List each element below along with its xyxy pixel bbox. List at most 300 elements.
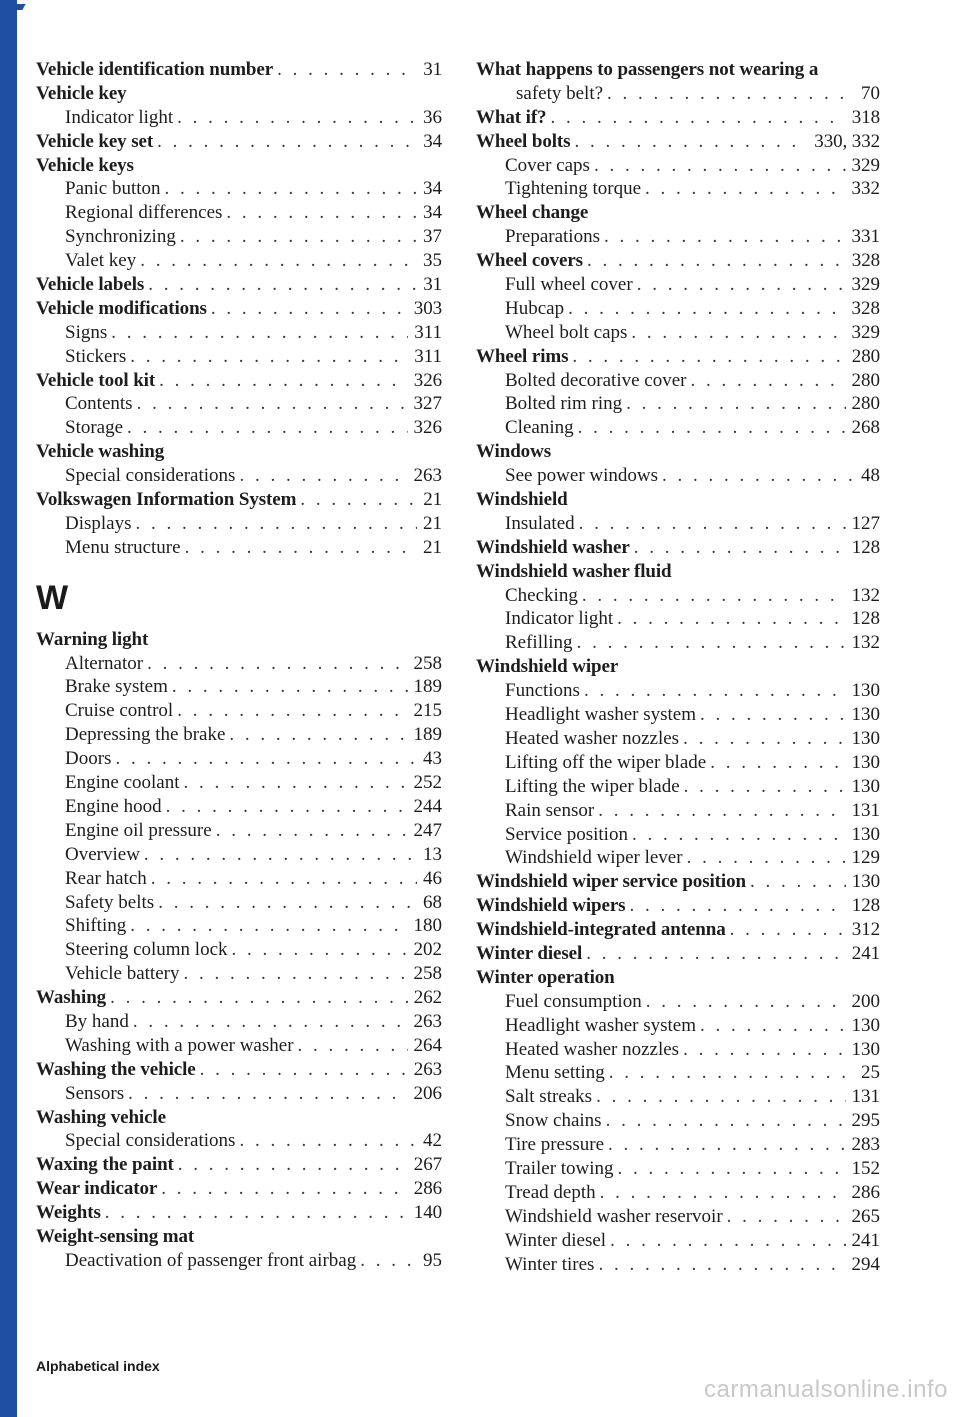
index-entry [36,58,442,82]
index-subentry [476,1109,880,1133]
page-number: 280 [851,393,880,415]
dot-leader [646,990,846,1014]
index-entry [476,106,880,130]
index-subentry [36,106,442,130]
entry-term: Cover caps [505,154,590,176]
index-subentry [476,369,880,393]
index-entry [476,942,880,966]
dot-leader [710,751,845,775]
dot-leader [232,938,408,962]
dot-leader [584,679,846,703]
page-number: 215 [413,700,442,722]
entry-term: Brake system [65,676,168,698]
entry-term: Headlight washer system [505,704,697,726]
page-number: 130 [851,871,880,893]
page-number: 34 [423,130,442,152]
index-subentry [36,249,442,273]
entry-term: Lifting the wiper blade [505,775,680,797]
dot-leader [617,607,845,631]
entry-term: Synchronizing [65,226,176,248]
page-number: 131 [851,799,880,821]
entry-term: Winter operation [476,966,615,988]
entry-term: Washing with a power washer [65,1034,294,1056]
entry-term: Shifting [65,915,127,937]
entry-term: Vehicle battery [65,963,180,985]
index-subentry [476,799,880,823]
page-number: 37 [423,226,442,248]
index-subentry [476,607,880,631]
dot-leader [598,1253,845,1277]
index-subentry [476,1229,880,1253]
dot-leader [572,345,845,369]
index-entry [36,1058,442,1082]
index-entry [36,1225,442,1249]
page-number: 31 [423,274,442,296]
page-number: 131 [851,1086,880,1108]
index-entry [476,58,880,82]
index-entry [36,1106,442,1130]
index-subentry [476,703,880,727]
page-number: 43 [423,748,442,770]
index-entry [36,273,442,297]
entry-term: Alternator [65,652,144,674]
entry-term: What if? [476,106,547,128]
entry-term: Sensors [65,1082,125,1104]
index-subentry [36,675,442,699]
page-number: 34 [423,178,442,200]
page-number: 244 [413,795,442,817]
dot-leader [587,249,846,273]
entry-term: Vehicle tool kit [36,369,156,391]
entry-term: Weights [36,1202,101,1224]
entry-term: Displays [65,512,132,534]
entry-term: Heated washer nozzles [505,727,680,749]
dot-leader [750,870,846,894]
index-subentry [476,177,880,201]
page-number: 247 [413,819,442,841]
entry-term: Windshield [476,489,568,511]
page-number: 132 [851,632,880,654]
dot-leader [730,918,846,942]
entry-term: Valet key [65,250,137,272]
dot-leader [600,1181,846,1205]
index-subentry [476,1253,880,1277]
index-subentry [36,723,442,747]
entry-term: Special considerations [65,465,236,487]
index-subentry [36,512,442,536]
page-number: 329 [851,154,880,176]
entry-term: Menu setting [505,1062,605,1084]
index-subentry [36,1129,442,1153]
page-number: 34 [423,202,442,224]
footer-label: Alphabetical index [36,1358,160,1374]
entry-term: Preparations [505,226,600,248]
page-number: 21 [423,489,442,511]
page-number: 267 [413,1154,442,1176]
page-number: 263 [413,1010,442,1032]
dot-leader [111,321,408,345]
page-number: 286 [413,1178,442,1200]
watermark: carmanualsonline.info [704,1376,948,1403]
dot-leader [239,464,407,488]
dot-leader [579,512,846,536]
page-number: 130 [851,680,880,702]
index-entry [36,154,442,178]
page-number: 328 [851,250,880,272]
entry-term: Full wheel cover [505,274,633,296]
page-number: 330, 332 [814,130,880,152]
entry-term: Windshield washer fluid [476,560,672,582]
dot-leader [700,703,845,727]
dot-leader [606,1109,846,1133]
entry-term: Vehicle washing [36,441,165,463]
page-number: 68 [423,891,442,913]
index-entry [36,628,442,652]
entry-term: What happens to passengers not wearing a [476,59,819,80]
page-number: 263 [413,465,442,487]
index-entry [476,130,880,154]
page-number: 42 [423,1130,442,1152]
entry-term: Bolted decorative cover [505,369,687,391]
index-subentry [476,82,880,106]
entry-term: Headlight washer system [505,1014,697,1036]
entry-term: Functions [505,680,580,702]
dot-leader [136,512,418,536]
page-number: 329 [851,274,880,296]
dot-leader [128,1082,407,1106]
index-subentry [476,225,880,249]
page-number: 189 [413,724,442,746]
index-subentry [36,747,442,771]
page-number: 130 [851,823,880,845]
index-subentry [36,843,442,867]
dot-leader [582,584,846,608]
page-number: 280 [851,369,880,391]
entry-term: Checking [505,584,578,606]
index-subentry [476,464,880,488]
entry-term: Windshield wipers [476,895,626,917]
entry-term: Steering column lock [65,939,228,961]
dot-leader [632,823,846,847]
page-number: 206 [413,1082,442,1104]
page-number: 326 [413,417,442,439]
entry-term: Engine oil pressure [65,819,212,841]
page-number: 70 [861,82,880,104]
entry-term: Insulated [505,512,575,534]
index-subentry [476,416,880,440]
dot-leader [177,699,407,723]
dot-leader [598,799,845,823]
dot-leader [133,1010,408,1034]
dot-leader [140,249,417,273]
index-entry [36,1177,442,1201]
dot-leader [683,1038,845,1062]
entry-term: Bolted rim ring [505,393,623,415]
entry-term: Wheel covers [476,250,583,272]
entry-term: Washing the vehicle [36,1058,196,1080]
index-entry [476,440,880,464]
entry-term: Rain sensor [505,799,595,821]
entry-term: Cleaning [505,417,574,439]
page-number: 312 [851,919,880,941]
dot-leader [607,82,855,106]
dot-leader [161,1177,408,1201]
index-entry [36,488,442,512]
index-subentry [36,201,442,225]
index-entry [36,440,442,464]
index-subentry [476,392,880,416]
index-subentry [36,321,442,345]
page-number: 268 [851,417,880,439]
entry-term: Windshield washer [476,536,630,558]
dot-leader [110,986,408,1010]
index-entry [476,488,880,512]
entry-term: Engine hood [65,795,162,817]
dot-leader [159,369,408,393]
entry-term: Indicator light [65,106,174,128]
dot-leader [594,154,846,178]
index-subentry [476,512,880,536]
dot-leader [578,416,846,440]
entry-term: Washing vehicle [36,1106,166,1128]
index-subentry [36,699,442,723]
page-number: 311 [414,345,442,367]
entry-term: Cruise control [65,700,174,722]
page-number: 200 [851,990,880,1012]
section-letter: W [36,578,69,617]
page-number: 286 [851,1181,880,1203]
index-subentry [476,727,880,751]
index-subentry [36,177,442,201]
page-number: 283 [851,1134,880,1156]
page-number: 35 [423,250,442,272]
index-subentry [476,823,880,847]
page-number: 318 [851,106,880,128]
page-number: 46 [423,867,442,889]
entry-term: Safety belts [65,891,155,913]
entry-term: Vehicle key set [36,130,154,152]
entry-term: Windshield wiper service position [476,871,746,893]
entry-term: Windshield wiper [476,656,619,678]
index-subentry [476,584,880,608]
dot-leader [157,130,417,154]
dot-leader [178,1153,408,1177]
page-edge-notch [2,4,25,10]
index-subentry [36,891,442,915]
index-entry [36,986,442,1010]
page-number: 303 [413,297,442,319]
dot-leader [200,1058,408,1082]
page-number: 140 [413,1202,442,1224]
dot-leader [177,106,417,130]
page-number: 327 [413,393,442,415]
entry-term: Vehicle labels [36,274,145,296]
index-subentry [36,795,442,819]
page-number: 332 [851,178,880,200]
entry-term: Waxing the paint [36,1154,174,1176]
index-subentry [476,846,880,870]
entry-term: Deactivation of passenger front airbag [65,1249,357,1271]
index-entry [476,560,880,584]
dot-leader [690,369,845,393]
page-number: 128 [851,608,880,630]
entry-term: Windows [476,441,551,463]
entry-term: Winter tires [505,1253,595,1275]
index-entry [476,870,880,894]
dot-leader [300,488,417,512]
index-subentry [476,990,880,1014]
entry-term: Vehicle identification number [36,59,274,80]
page-number: 258 [413,963,442,985]
index-subentry [476,1085,880,1109]
dot-leader [626,392,845,416]
entry-term: Vehicle key [36,82,127,104]
page-number: 252 [413,772,442,794]
entry-term: Special considerations [65,1130,236,1152]
index-entry [476,918,880,942]
entry-term: By hand [65,1010,129,1032]
index-subentry [36,1034,442,1058]
page-number: 132 [851,584,880,606]
dot-leader [115,747,417,771]
page-number: 294 [851,1253,880,1275]
index-subentry [36,962,442,986]
index-subentry [36,416,442,440]
page-number: 326 [413,369,442,391]
page-number: 36 [423,106,442,128]
index-subentry [36,464,442,488]
entry-term: Fuel consumption [505,990,642,1012]
dot-leader [609,1061,855,1085]
page-number: 329 [851,321,880,343]
entry-term: Salt streaks [505,1086,593,1108]
entry-term: Hubcap [505,297,565,319]
dot-leader [700,1014,845,1038]
dot-leader [610,1229,845,1253]
page-number: 331 [851,226,880,248]
dot-leader [645,177,846,201]
index-subentry [476,679,880,703]
dot-leader [226,201,417,225]
dot-leader [211,297,408,321]
dot-leader [687,846,846,870]
entry-term: Winter diesel [505,1229,607,1251]
page-number: 13 [423,843,442,865]
page-number: 262 [413,987,442,1009]
dot-leader [577,631,846,655]
dot-leader [637,273,846,297]
page-number: 25 [861,1062,880,1084]
entry-term: Washing [36,987,107,1009]
index-entry [36,82,442,106]
dot-leader [239,1129,417,1153]
entry-term: Service position [505,823,628,845]
dot-leader [684,775,846,799]
dot-leader [608,1133,845,1157]
entry-term: Wheel bolts [476,130,571,152]
index-subentry [36,867,442,891]
index-subentry [36,1249,442,1273]
entry-term: Indicator light [505,608,614,630]
index-subentry [476,1181,880,1205]
index-subentry [476,1157,880,1181]
entry-term: Vehicle modifications [36,297,207,319]
index-entry [476,201,880,225]
dot-leader [604,225,846,249]
dot-leader [130,914,407,938]
dot-leader [172,675,408,699]
entry-term: Rear hatch [65,867,147,889]
page-number: 128 [851,895,880,917]
page-edge-bar [0,0,17,1417]
dot-leader [631,321,845,345]
dot-leader [144,843,417,867]
dot-leader [634,536,846,560]
entry-term: Refilling [505,632,573,654]
index-subentry [476,273,880,297]
index-subentry [36,536,442,560]
page-number: 130 [851,1038,880,1060]
index-subentry [36,392,442,416]
index-subentry [476,775,880,799]
dot-leader [180,225,417,249]
index-column-right [476,58,880,1276]
dot-leader [105,1201,408,1225]
dot-leader [130,345,408,369]
dot-leader [166,795,408,819]
index-entry [36,369,442,393]
entry-term: Winter diesel [476,942,583,964]
index-column-left [36,58,442,1273]
index-subentry [476,1038,880,1062]
entry-term: Panic button [65,178,161,200]
page-number: 280 [851,345,880,367]
index-entry [476,345,880,369]
entry-term: Wheel change [476,202,589,224]
entry-term: Volkswagen Information System [36,489,297,511]
entry-term: Stickers [65,345,127,367]
page-number: 130 [851,751,880,773]
dot-leader [151,867,417,891]
index-entry [476,249,880,273]
page-number: 295 [851,1110,880,1132]
index-entry [36,130,442,154]
page-number: 263 [413,1058,442,1080]
index-entry [36,1153,442,1177]
index-subentry [476,154,880,178]
dot-leader [629,894,845,918]
dot-leader [683,727,845,751]
page-number: 258 [413,652,442,674]
page-number: 21 [423,536,442,558]
index-subentry [36,938,442,962]
dot-leader [147,652,407,676]
page-number: 31 [423,59,442,80]
entry-term: Vehicle keys [36,154,134,176]
entry-term: Overview [65,843,140,865]
page-number: 328 [851,297,880,319]
dot-leader [662,464,855,488]
entry-term: Storage [65,417,124,439]
page-number: 130 [851,704,880,726]
index-subentry [36,652,442,676]
page-number: 21 [423,512,442,534]
index-subentry [476,297,880,321]
dot-leader [550,106,845,130]
index-entry [476,655,880,679]
entry-term: Regional differences [65,202,223,224]
index-subentry [476,1205,880,1229]
